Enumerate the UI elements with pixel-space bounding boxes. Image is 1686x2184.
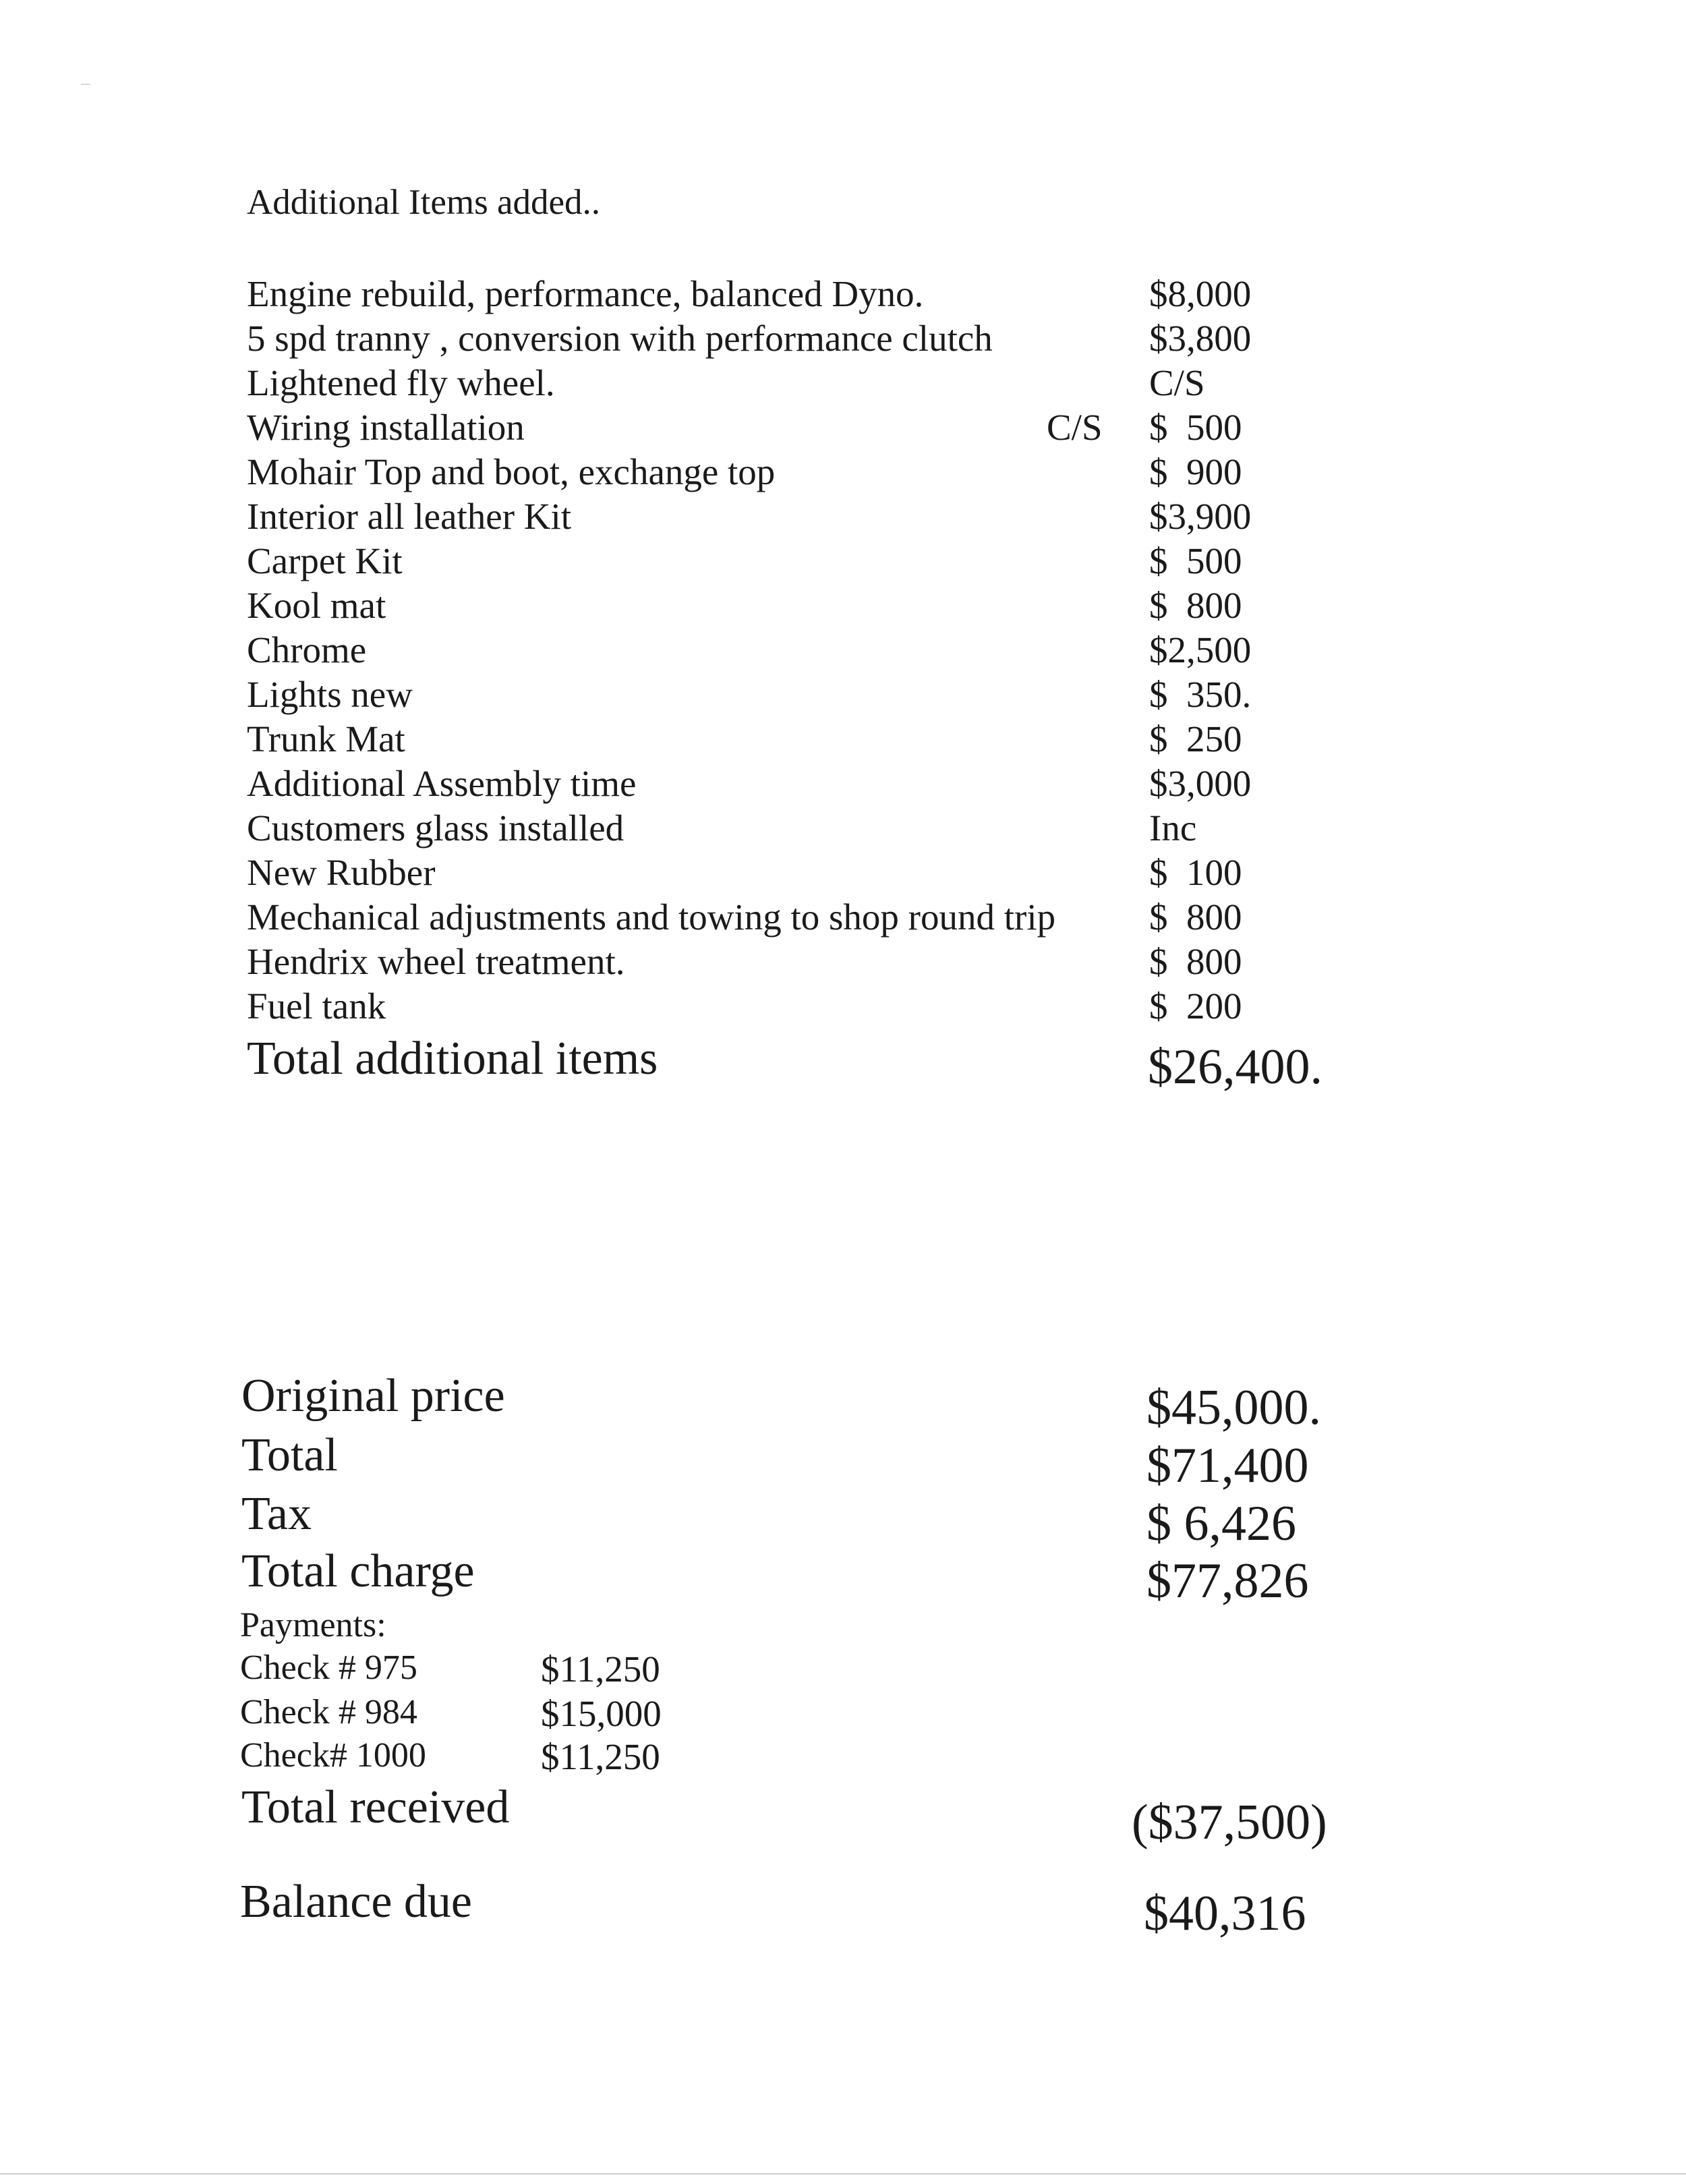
check-amount: $11,250 [541, 1648, 660, 1690]
item-label: Customers glass installed [247, 807, 624, 849]
item-amount: C/S [1149, 362, 1205, 403]
item-label: Mohair Top and boot, exchange top [247, 451, 776, 492]
scan-speck [81, 84, 90, 85]
item-label: 5 spd tranny , conversion with performance clutch [247, 318, 993, 359]
total-received-label: Total received [241, 1781, 510, 1833]
line-item [247, 584, 1333, 629]
total-additional-amount: $26,400. [1148, 1039, 1322, 1095]
original-price-label: Original price [241, 1370, 505, 1422]
item-amount: $ 800 [1149, 941, 1242, 982]
line-item [247, 762, 1333, 807]
total-charge-amount: $77,826 [1146, 1553, 1309, 1609]
line-item [247, 718, 1333, 762]
item-amount: $ 350. [1149, 674, 1252, 715]
line-item [247, 807, 1333, 851]
line-item [247, 540, 1333, 584]
item-label: Interior all leather Kit [247, 496, 572, 537]
total-additional-label: Total additional items [247, 1033, 658, 1085]
check-label: Check# 1000 [240, 1736, 426, 1775]
payments-heading: Payments: [240, 1606, 386, 1644]
item-label: Lights new [247, 674, 413, 715]
scan-edge-line [0, 2173, 1686, 2175]
line-item [247, 362, 1333, 406]
check-amount: $11,250 [541, 1736, 660, 1777]
item-amount: $ 100 [1149, 852, 1242, 893]
item-amount: $ 500 [1149, 540, 1242, 581]
item-label: Lightened fly wheel. [247, 362, 555, 403]
line-item [247, 851, 1333, 896]
payment-row [240, 1648, 712, 1692]
item-amount: $ 250 [1149, 718, 1242, 759]
line-item [247, 495, 1333, 540]
check-amount: $15,000 [541, 1693, 662, 1734]
payment-row [240, 1735, 712, 1780]
balance-due-amount: $40,316 [1144, 1886, 1306, 1941]
line-item [247, 985, 1333, 1029]
item-amount: $ 800 [1149, 585, 1242, 626]
item-label: Carpet Kit [247, 540, 403, 581]
item-label: Trunk Mat [247, 718, 405, 759]
line-item [247, 451, 1333, 495]
payment-row [240, 1692, 712, 1737]
item-label: Hendrix wheel treatment. [247, 941, 625, 982]
line-item [247, 272, 1333, 317]
total-received-amount: ($37,500) [1132, 1795, 1327, 1850]
line-item [247, 896, 1333, 940]
original-price-amount: $45,000. [1146, 1380, 1321, 1435]
item-label: Wiring installation [247, 407, 525, 448]
item-amount: $ 500 [1149, 407, 1242, 448]
item-label: Additional Assembly time [247, 763, 637, 804]
tax-label: Tax [241, 1488, 312, 1540]
line-item [247, 940, 1333, 985]
page-heading: Additional Items added.. [247, 183, 600, 222]
line-item [247, 629, 1333, 673]
line-item [247, 317, 1333, 362]
item-label: Kool mat [247, 585, 386, 626]
item-amount: $3,000 [1149, 763, 1252, 804]
total-charge-label: Total charge [241, 1545, 475, 1597]
balance-due-label: Balance due [240, 1876, 472, 1928]
item-amount: $ 200 [1149, 985, 1242, 1027]
item-label: Engine rebuild, performance, balanced Dyno. [247, 273, 924, 314]
item-amount: Inc [1149, 807, 1197, 849]
item-amount: $ 900 [1149, 451, 1242, 492]
item-label: New Rubber [247, 852, 436, 893]
item-label: Chrome [247, 629, 367, 670]
line-item [247, 673, 1333, 718]
item-amount: $8,000 [1149, 273, 1252, 314]
total-amount: $71,400 [1146, 1438, 1309, 1493]
item-amount: $3,800 [1149, 318, 1252, 359]
check-label: Check # 984 [240, 1693, 417, 1731]
tax-amount: $ 6,426 [1146, 1496, 1296, 1551]
total-label: Total [241, 1429, 338, 1481]
line-item [247, 406, 1333, 451]
item-amount: $ 800 [1149, 896, 1242, 938]
check-label: Check # 975 [240, 1648, 417, 1687]
item-note: C/S [1047, 407, 1103, 448]
item-amount: $2,500 [1149, 629, 1252, 670]
item-label: Fuel tank [247, 985, 386, 1027]
item-amount: $3,900 [1149, 496, 1252, 537]
item-label: Mechanical adjustments and towing to shop round trip [247, 896, 1056, 938]
